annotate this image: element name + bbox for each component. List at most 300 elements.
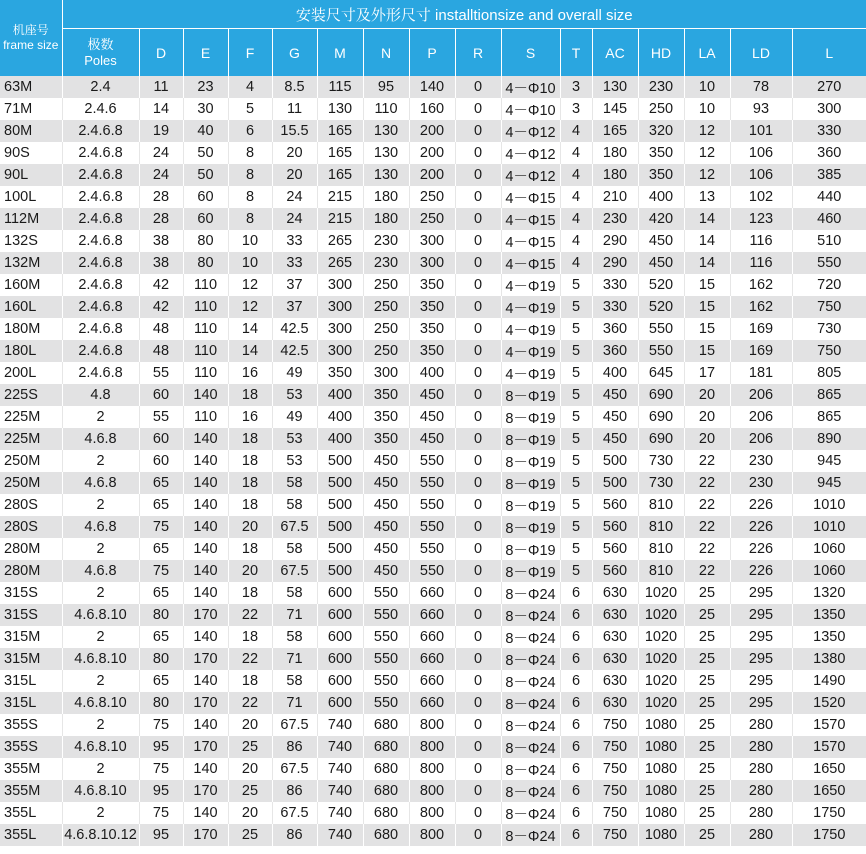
cell-hd: 1020: [638, 582, 684, 604]
cell-t: 5: [560, 560, 592, 582]
cell-p: 660: [409, 582, 455, 604]
cell-r: 0: [455, 76, 501, 98]
cell-m: 115: [317, 76, 363, 98]
cell-m: 215: [317, 186, 363, 208]
cell-s: 8－Φ24: [501, 604, 560, 626]
cell-l: 1750: [792, 802, 866, 824]
cell-g: 67.5: [272, 802, 317, 824]
cell-l: 440: [792, 186, 866, 208]
cell-ld: 78: [730, 76, 792, 98]
cell-e: 170: [183, 736, 228, 758]
cell-m: 600: [317, 670, 363, 692]
frame-size-cell: 100L: [0, 186, 62, 208]
cell-ac: 400: [592, 362, 638, 384]
cell-l: 1350: [792, 626, 866, 648]
frame-size-cell: 225S: [0, 384, 62, 406]
cell-ld: 206: [730, 406, 792, 428]
cell-n: 130: [363, 120, 409, 142]
cell-e: 140: [183, 560, 228, 582]
table-row: [0, 274, 866, 296]
table-row: [0, 384, 866, 406]
poles-cell: 2: [62, 626, 139, 648]
cell-t: 5: [560, 472, 592, 494]
cell-m: 500: [317, 560, 363, 582]
cell-l: 510: [792, 230, 866, 252]
cell-f: 8: [228, 142, 272, 164]
table-body: [0, 76, 866, 846]
cell-la: 22: [684, 560, 730, 582]
cell-ld: 123: [730, 208, 792, 230]
cell-ac: 210: [592, 186, 638, 208]
cell-g: 24: [272, 186, 317, 208]
poles-cell: 2.4.6.8: [62, 274, 139, 296]
cell-hd: 1080: [638, 758, 684, 780]
cell-hd: 1020: [638, 648, 684, 670]
cell-g: 42.5: [272, 318, 317, 340]
poles-cell: 2: [62, 450, 139, 472]
cell-m: 600: [317, 604, 363, 626]
cell-n: 680: [363, 714, 409, 736]
cell-n: 250: [363, 274, 409, 296]
cell-n: 680: [363, 824, 409, 846]
cell-s: 8－Φ24: [501, 780, 560, 802]
cell-d: 75: [139, 758, 183, 780]
cell-r: 0: [455, 362, 501, 384]
poles-cell: 4.6.8: [62, 428, 139, 450]
table-row: [0, 428, 866, 450]
cell-d: 80: [139, 604, 183, 626]
cell-e: 140: [183, 802, 228, 824]
cell-m: 600: [317, 692, 363, 714]
cell-la: 25: [684, 670, 730, 692]
cell-r: 0: [455, 582, 501, 604]
cell-s: 8－Φ24: [501, 626, 560, 648]
cell-ld: 280: [730, 736, 792, 758]
cell-la: 25: [684, 714, 730, 736]
table-row: [0, 406, 866, 428]
frame-size-cell: 315M: [0, 626, 62, 648]
cell-m: 165: [317, 142, 363, 164]
cell-g: 8.5: [272, 76, 317, 98]
cell-l: 270: [792, 76, 866, 98]
cell-r: 0: [455, 736, 501, 758]
cell-ld: 295: [730, 626, 792, 648]
column-header-la: LA: [684, 29, 730, 77]
cell-r: 0: [455, 208, 501, 230]
frame-size-cell: 112M: [0, 208, 62, 230]
column-header-hd: HD: [638, 29, 684, 77]
poles-cell: 2: [62, 670, 139, 692]
cell-ac: 560: [592, 538, 638, 560]
cell-m: 300: [317, 296, 363, 318]
cell-f: 14: [228, 318, 272, 340]
poles-cell: 2.4.6.8: [62, 340, 139, 362]
frame-size-cell: 355L: [0, 802, 62, 824]
cell-f: 10: [228, 230, 272, 252]
cell-p: 550: [409, 450, 455, 472]
cell-l: 1010: [792, 516, 866, 538]
cell-t: 6: [560, 824, 592, 846]
cell-e: 140: [183, 494, 228, 516]
poles-cell: 4.8: [62, 384, 139, 406]
cell-g: 58: [272, 538, 317, 560]
table-row: [0, 208, 866, 230]
cell-t: 5: [560, 494, 592, 516]
cell-ac: 330: [592, 274, 638, 296]
table-row: [0, 648, 866, 670]
frame-size-cell: 200L: [0, 362, 62, 384]
frame-size-cell: 315S: [0, 582, 62, 604]
poles-cell: 2.4.6.8: [62, 362, 139, 384]
cell-p: 660: [409, 648, 455, 670]
cell-t: 4: [560, 120, 592, 142]
cell-la: 25: [684, 802, 730, 824]
cell-e: 23: [183, 76, 228, 98]
cell-ac: 630: [592, 692, 638, 714]
cell-ld: 102: [730, 186, 792, 208]
table-row: [0, 120, 866, 142]
cell-e: 170: [183, 824, 228, 846]
cell-m: 165: [317, 120, 363, 142]
cell-f: 12: [228, 274, 272, 296]
cell-r: 0: [455, 296, 501, 318]
cell-t: 5: [560, 538, 592, 560]
poles-cell: 2: [62, 758, 139, 780]
cell-n: 550: [363, 692, 409, 714]
cell-g: 20: [272, 142, 317, 164]
cell-ld: 280: [730, 714, 792, 736]
cell-l: 1060: [792, 538, 866, 560]
cell-n: 450: [363, 450, 409, 472]
cell-g: 33: [272, 252, 317, 274]
cell-g: 58: [272, 670, 317, 692]
poles-header: [62, 29, 139, 77]
poles-cell: 2.4.6.8: [62, 208, 139, 230]
poles-cell: 2.4.6.8: [62, 318, 139, 340]
cell-hd: 810: [638, 538, 684, 560]
cell-l: 1650: [792, 758, 866, 780]
cell-t: 4: [560, 230, 592, 252]
poles-cell: 4.6.8: [62, 560, 139, 582]
cell-p: 800: [409, 736, 455, 758]
cell-f: 8: [228, 208, 272, 230]
cell-s: 4－Φ19: [501, 318, 560, 340]
cell-r: 0: [455, 384, 501, 406]
cell-n: 450: [363, 516, 409, 538]
frame-size-en: frame size: [3, 38, 59, 52]
cell-f: 12: [228, 296, 272, 318]
cell-ac: 180: [592, 164, 638, 186]
frame-size-cell: 315M: [0, 648, 62, 670]
frame-size-cell: 315L: [0, 692, 62, 714]
cell-t: 5: [560, 362, 592, 384]
cell-r: 0: [455, 98, 501, 120]
cell-m: 400: [317, 406, 363, 428]
cell-p: 140: [409, 76, 455, 98]
cell-n: 230: [363, 230, 409, 252]
cell-hd: 420: [638, 208, 684, 230]
cell-r: 0: [455, 758, 501, 780]
cell-e: 170: [183, 780, 228, 802]
cell-f: 18: [228, 450, 272, 472]
cell-hd: 690: [638, 384, 684, 406]
cell-la: 13: [684, 186, 730, 208]
cell-e: 110: [183, 362, 228, 384]
column-header-t: T: [560, 29, 592, 77]
table-row: [0, 538, 866, 560]
table-row: [0, 670, 866, 692]
frame-size-cell: 280M: [0, 560, 62, 582]
cell-f: 20: [228, 560, 272, 582]
cell-ld: 226: [730, 494, 792, 516]
cell-m: 500: [317, 494, 363, 516]
cell-hd: 550: [638, 318, 684, 340]
cell-ac: 630: [592, 604, 638, 626]
cell-hd: 730: [638, 450, 684, 472]
frame-size-cell: 132M: [0, 252, 62, 274]
cell-p: 550: [409, 472, 455, 494]
cell-p: 550: [409, 538, 455, 560]
cell-n: 450: [363, 494, 409, 516]
cell-e: 170: [183, 692, 228, 714]
cell-la: 14: [684, 230, 730, 252]
poles-cell: 2: [62, 802, 139, 824]
cell-s: 8－Φ19: [501, 406, 560, 428]
table-row: [0, 802, 866, 824]
cell-ac: 630: [592, 670, 638, 692]
cell-n: 130: [363, 142, 409, 164]
cell-l: 1750: [792, 824, 866, 846]
cell-t: 6: [560, 758, 592, 780]
cell-hd: 1020: [638, 604, 684, 626]
cell-f: 6: [228, 120, 272, 142]
frame-size-cell: 160M: [0, 274, 62, 296]
cell-n: 250: [363, 340, 409, 362]
cell-n: 300: [363, 362, 409, 384]
cell-ld: 230: [730, 450, 792, 472]
cell-m: 350: [317, 362, 363, 384]
cell-n: 550: [363, 582, 409, 604]
cell-ld: 295: [730, 604, 792, 626]
frame-size-cell: 250M: [0, 450, 62, 472]
poles-en: Poles: [84, 52, 117, 68]
poles-cell: 2.4.6.8: [62, 164, 139, 186]
cell-d: 42: [139, 274, 183, 296]
poles-cell: 4.6.8.10: [62, 780, 139, 802]
cell-g: 11: [272, 98, 317, 120]
column-header-n: N: [363, 29, 409, 77]
cell-s: 4－Φ15: [501, 186, 560, 208]
cell-f: 22: [228, 604, 272, 626]
cell-t: 5: [560, 296, 592, 318]
cell-e: 80: [183, 252, 228, 274]
cell-d: 19: [139, 120, 183, 142]
poles-cell: 2.4.6.8: [62, 230, 139, 252]
cell-ld: 169: [730, 340, 792, 362]
cell-ld: 280: [730, 802, 792, 824]
cell-l: 1520: [792, 692, 866, 714]
frame-size-header: [0, 0, 62, 76]
cell-ac: 450: [592, 428, 638, 450]
cell-r: 0: [455, 406, 501, 428]
cell-hd: 1080: [638, 824, 684, 846]
poles-cn: 极数: [87, 36, 114, 52]
cell-l: 720: [792, 274, 866, 296]
cell-e: 140: [183, 538, 228, 560]
cell-hd: 400: [638, 186, 684, 208]
cell-p: 400: [409, 362, 455, 384]
cell-e: 110: [183, 296, 228, 318]
cell-p: 350: [409, 318, 455, 340]
cell-m: 740: [317, 824, 363, 846]
cell-d: 24: [139, 142, 183, 164]
cell-s: 8－Φ19: [501, 472, 560, 494]
cell-f: 25: [228, 780, 272, 802]
cell-p: 250: [409, 208, 455, 230]
frame-size-cell: 280S: [0, 494, 62, 516]
cell-ac: 360: [592, 318, 638, 340]
cell-r: 0: [455, 648, 501, 670]
cell-s: 8－Φ24: [501, 758, 560, 780]
cell-f: 25: [228, 824, 272, 846]
cell-ac: 750: [592, 802, 638, 824]
cell-n: 680: [363, 758, 409, 780]
cell-l: 1490: [792, 670, 866, 692]
frame-size-cell: 355L: [0, 824, 62, 846]
cell-t: 5: [560, 450, 592, 472]
cell-ld: 181: [730, 362, 792, 384]
cell-la: 14: [684, 252, 730, 274]
cell-e: 140: [183, 516, 228, 538]
cell-l: 890: [792, 428, 866, 450]
cell-g: 71: [272, 648, 317, 670]
cell-n: 95: [363, 76, 409, 98]
cell-l: 300: [792, 98, 866, 120]
column-header-r: R: [455, 29, 501, 77]
poles-cell: 4.6.8.10: [62, 736, 139, 758]
cell-ld: 101: [730, 120, 792, 142]
cell-d: 65: [139, 626, 183, 648]
cell-t: 5: [560, 406, 592, 428]
cell-hd: 450: [638, 230, 684, 252]
cell-r: 0: [455, 450, 501, 472]
cell-t: 6: [560, 604, 592, 626]
table-row: [0, 582, 866, 604]
table-row: [0, 252, 866, 274]
cell-p: 800: [409, 714, 455, 736]
cell-d: 28: [139, 186, 183, 208]
cell-n: 550: [363, 670, 409, 692]
cell-ld: 226: [730, 538, 792, 560]
cell-s: 8－Φ24: [501, 582, 560, 604]
cell-l: 1060: [792, 560, 866, 582]
cell-e: 110: [183, 340, 228, 362]
cell-n: 450: [363, 560, 409, 582]
cell-g: 42.5: [272, 340, 317, 362]
cell-d: 60: [139, 384, 183, 406]
frame-size-cell: 355M: [0, 758, 62, 780]
cell-d: 55: [139, 362, 183, 384]
cell-l: 385: [792, 164, 866, 186]
cell-s: 8－Φ24: [501, 824, 560, 846]
cell-r: 0: [455, 164, 501, 186]
cell-ld: 295: [730, 582, 792, 604]
frame-size-cell: 180L: [0, 340, 62, 362]
cell-l: 865: [792, 406, 866, 428]
cell-l: 1350: [792, 604, 866, 626]
cell-ld: 93: [730, 98, 792, 120]
cell-t: 6: [560, 670, 592, 692]
cell-d: 48: [139, 340, 183, 362]
cell-ld: 169: [730, 318, 792, 340]
poles-cell: 2.4.6.8: [62, 186, 139, 208]
cell-n: 450: [363, 538, 409, 560]
table-row: [0, 516, 866, 538]
table-row: [0, 98, 866, 120]
cell-m: 500: [317, 450, 363, 472]
cell-s: 8－Φ19: [501, 384, 560, 406]
cell-f: 18: [228, 670, 272, 692]
cell-f: 18: [228, 538, 272, 560]
cell-la: 12: [684, 164, 730, 186]
table-row: [0, 296, 866, 318]
frame-size-cell: 132S: [0, 230, 62, 252]
cell-e: 40: [183, 120, 228, 142]
cell-la: 22: [684, 538, 730, 560]
cell-p: 200: [409, 120, 455, 142]
cell-n: 180: [363, 208, 409, 230]
cell-hd: 450: [638, 252, 684, 274]
cell-hd: 810: [638, 516, 684, 538]
poles-cell: 4.6.8: [62, 472, 139, 494]
cell-l: 1010: [792, 494, 866, 516]
cell-r: 0: [455, 604, 501, 626]
cell-g: 67.5: [272, 714, 317, 736]
cell-s: 8－Φ19: [501, 450, 560, 472]
table-row: [0, 758, 866, 780]
cell-f: 5: [228, 98, 272, 120]
cell-r: 0: [455, 472, 501, 494]
cell-s: 8－Φ19: [501, 428, 560, 450]
poles-cell: 2.4.6.8: [62, 296, 139, 318]
cell-m: 265: [317, 230, 363, 252]
column-header-e: E: [183, 29, 228, 77]
poles-cell: 2.4: [62, 76, 139, 98]
cell-l: 1380: [792, 648, 866, 670]
table-row: [0, 736, 866, 758]
cell-t: 5: [560, 516, 592, 538]
cell-t: 4: [560, 164, 592, 186]
cell-g: 33: [272, 230, 317, 252]
cell-p: 800: [409, 824, 455, 846]
cell-e: 170: [183, 604, 228, 626]
cell-m: 740: [317, 758, 363, 780]
frame-size-cell: 90L: [0, 164, 62, 186]
cell-p: 660: [409, 626, 455, 648]
column-header-ac: AC: [592, 29, 638, 77]
cell-g: 58: [272, 472, 317, 494]
cell-ac: 560: [592, 516, 638, 538]
poles-cell: 4.6.8.10: [62, 604, 139, 626]
cell-e: 170: [183, 648, 228, 670]
cell-t: 6: [560, 626, 592, 648]
cell-ac: 560: [592, 494, 638, 516]
frame-size-cell: 280M: [0, 538, 62, 560]
cell-p: 660: [409, 692, 455, 714]
cell-e: 60: [183, 208, 228, 230]
cell-p: 660: [409, 670, 455, 692]
cell-la: 22: [684, 516, 730, 538]
